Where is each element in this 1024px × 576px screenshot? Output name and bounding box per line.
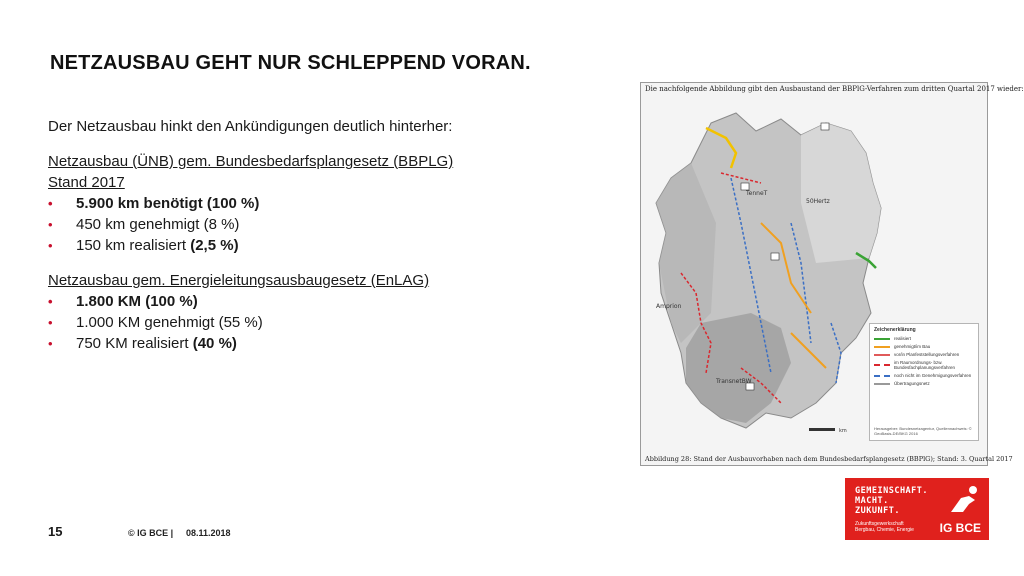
scale-bar	[809, 428, 835, 431]
project-marker	[771, 253, 779, 260]
section-enlag-heading: Netzausbau gem. Energieleitungsausbaugesetz (EnLAG)	[48, 272, 430, 289]
legend-line-nicht-genehmigung	[874, 375, 890, 377]
legend-line-uebertragungsnetz	[874, 383, 890, 385]
legend-line-planfeststellung	[874, 354, 890, 356]
scale-label: km	[839, 428, 847, 434]
tso-label-tennet: TenneT	[746, 190, 768, 197]
legend-line-genehmigt	[874, 346, 890, 348]
legend-row: genehmigt/im Bau	[874, 344, 974, 349]
page-number: 15	[48, 524, 63, 539]
legend-row: vor/in Planfeststellungsverfahren	[874, 352, 974, 357]
legend-line-raumordnung	[874, 364, 890, 366]
legend-row: Übertragungsnetz	[874, 381, 974, 386]
list-item: • 1.800 KM (100 %)	[48, 291, 478, 312]
list-item: • 150 km realisiert (2,5 %)	[48, 235, 478, 256]
footer-date: 08.11.2018	[186, 528, 231, 538]
logo-name: IG BCE	[939, 521, 981, 535]
list-item: • 5.900 km benötigt (100 %)	[48, 193, 478, 214]
map-legend	[869, 323, 979, 441]
list-item: • 450 km genehmigt (8 %)	[48, 214, 478, 235]
project-marker	[741, 183, 749, 190]
section-enlag-list	[48, 291, 478, 354]
slide-body	[48, 116, 478, 368]
section-bbplg-list	[48, 193, 478, 256]
section-bbplg-heading: Netzausbau (ÜNB) gem. Bundesbedarfsplangesetz (BBPLG) Stand 2017	[48, 153, 454, 191]
legend-row: realisiert	[874, 336, 974, 341]
logo-slogan: GEMEINSCHAFT. MACHT. ZUKUNFT.	[855, 486, 929, 516]
legend-source: Herausgeber: Bundesnetzagentur, Quellennachweis: © GeoBasis-DE/BKG 2016	[874, 426, 972, 436]
map-caption-bottom: Abbildung 28: Stand der Ausbauvorhaben nach dem Bundesbedarfsplangesetz (BBPlG); Stand: 3. Quartal 2017	[645, 455, 1013, 463]
project-marker	[821, 123, 829, 130]
legend-title: Zeichenerklärung	[874, 327, 916, 333]
legend-line-realisiert	[874, 338, 890, 340]
grid-expansion-map	[640, 82, 1024, 466]
tso-label-transnetbw: TransnetBW	[716, 378, 752, 385]
east-region	[801, 123, 881, 263]
legend-row: noch nicht im Genehmigungsverfahren	[874, 373, 974, 378]
tso-label-50hertz: 50Hertz	[806, 198, 830, 205]
slide-title: NETZAUSBAU GEHT NUR SCHLEPPEND VORAN.	[50, 52, 531, 74]
legend-row: im Raumordnungs- bzw. Bundesfachplanungsverfahren	[874, 360, 974, 370]
list-item: • 1.000 KM genehmigt (55 %)	[48, 312, 478, 333]
igbce-figure-icon	[947, 484, 981, 514]
intro-text: Der Netzausbau hinkt den Ankündigungen deutlich hinterher:	[48, 118, 453, 135]
footer-copyright: © IG BCE |	[128, 528, 174, 538]
tso-label-amprion: Amprion	[656, 303, 682, 310]
map-caption-top: Die nachfolgende Abbildung gibt den Ausbaustand der BBPlG-Verfahren zum dritten Quartal 2017 wieder:	[645, 85, 1024, 93]
logo-subtitle: Zukunftsgewerkschaft Bergbau, Chemie, Energie	[855, 521, 914, 533]
list-item: • 750 KM realisiert (40 %)	[48, 333, 478, 354]
igbce-logo	[845, 478, 989, 540]
